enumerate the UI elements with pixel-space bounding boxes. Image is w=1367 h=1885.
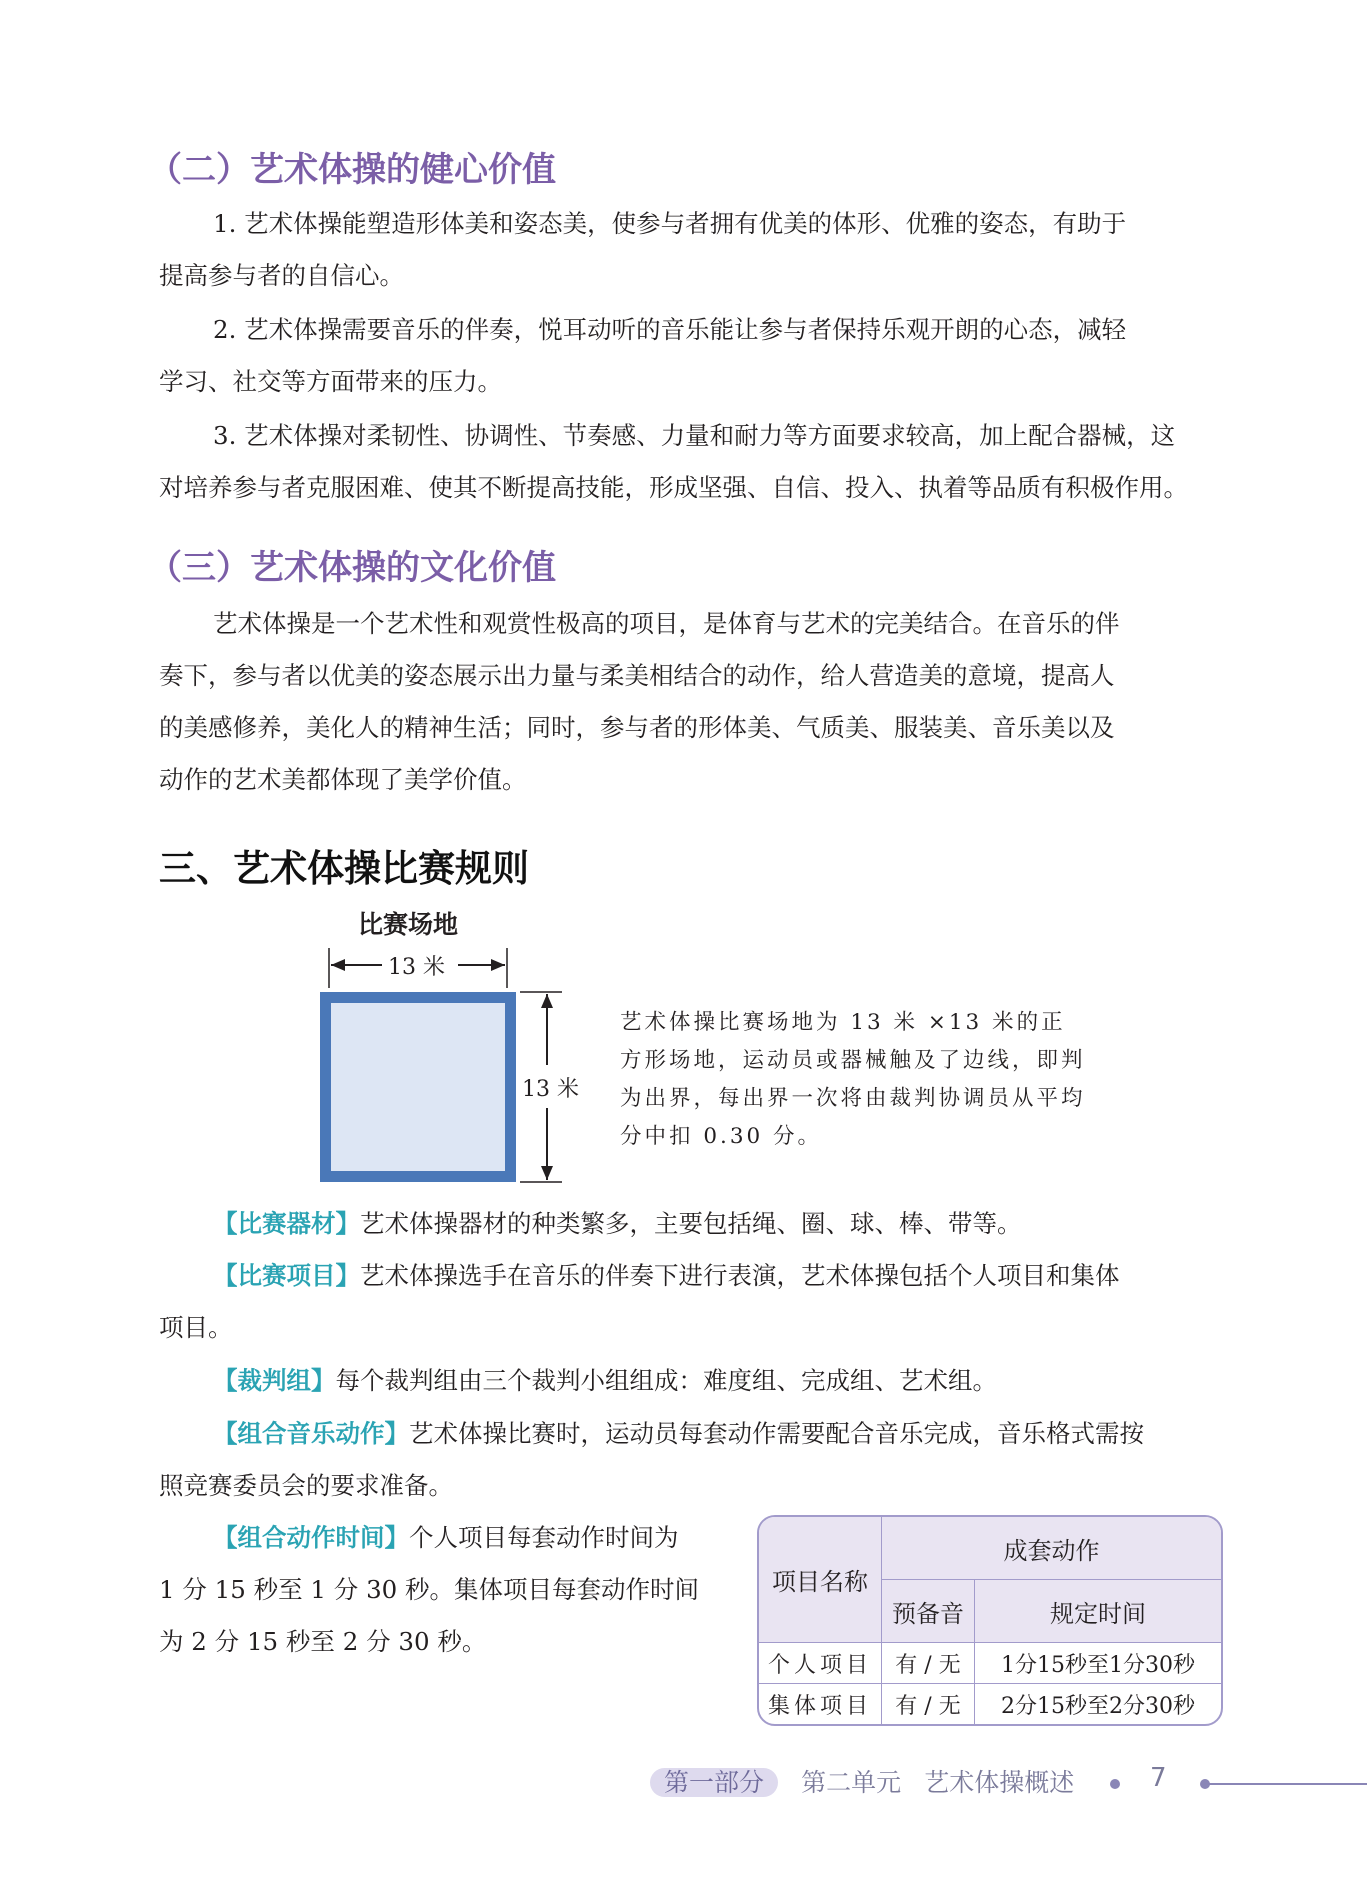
rule-key: 【比赛项目】: [213, 1261, 360, 1290]
footer-dot-icon: [1110, 1779, 1120, 1789]
court-height-label: 13 米: [522, 1077, 579, 1102]
paragraph-line: 对培养参与者克服困难、使其不断提高技能，形成坚强、自信、投入、执着等品质有积极作用。: [159, 473, 1188, 502]
duration-table: [757, 1515, 1223, 1726]
paragraph-culture: [159, 598, 1229, 806]
rule-key: 【比赛器材】: [213, 1209, 360, 1238]
page-footer: [650, 1763, 1074, 1799]
section-heading-2: （二）艺术体操的健心价值: [148, 150, 556, 190]
court-width-label: 13 米: [388, 955, 445, 980]
paragraph-line: 项目。: [159, 1313, 233, 1342]
rule-key: 【裁判组】: [213, 1366, 336, 1395]
table-row: [759, 1643, 1221, 1684]
cell-prep: 有 / 无: [882, 1684, 975, 1724]
paragraph-line: 1 分 15 秒至 1 分 30 秒。集体项目每套动作时间: [159, 1575, 700, 1604]
paragraph-line: 的美感修养，美化人的精神生活；同时，参与者的形体美、气质美、服装美、音乐美以及: [159, 713, 1115, 742]
paragraph-line: 动作的艺术美都体现了美学价值。: [159, 765, 527, 794]
section-heading-3: （三）艺术体操的文化价值: [148, 548, 556, 588]
rule-text: 个人项目每套动作时间为: [409, 1523, 679, 1552]
page-number: 7: [1150, 1763, 1167, 1793]
rule-equipment: [159, 1198, 1229, 1250]
rules-heading: 三、艺术体操比赛规则: [159, 846, 529, 890]
header-time: 规定时间: [975, 1580, 1221, 1643]
rule-text: 艺术体操器材的种类繁多，主要包括绳、圈、球、棒、带等。: [360, 1209, 1022, 1238]
cell-name: 个人项目: [759, 1643, 882, 1684]
paragraph-3: [159, 410, 1229, 514]
paragraph-line: 学习、社交等方面带来的压力。: [159, 367, 502, 396]
rule-text: 每个裁判组由三个裁判小组组成：难度组、完成组、艺术组。: [335, 1366, 997, 1395]
cell-name: 集体项目: [759, 1684, 882, 1724]
paragraph-2: [159, 304, 1229, 408]
paragraph-line: 1. 艺术体操能塑造形体美和姿态美，使参与者拥有优美的体形、优雅的姿态，有助于: [213, 209, 1127, 238]
paragraph-line: 3. 艺术体操对柔韧性、协调性、节奏感、力量和耐力等方面要求较高，加上配合器械，这: [213, 421, 1176, 450]
paragraph-line: 为 2 分 15 秒至 2 分 30 秒。: [159, 1627, 487, 1656]
table-header-row: [759, 1517, 1221, 1580]
paragraph-line: 照竞赛委员会的要求准备。: [159, 1471, 453, 1500]
footer-title: 艺术体操概述: [924, 1768, 1075, 1797]
header-routine: 成套动作: [882, 1517, 1221, 1580]
rule-duration: [159, 1512, 739, 1668]
paragraph-line: 提高参与者的自信心。: [159, 261, 404, 290]
rule-text: 艺术体操选手在音乐的伴奏下进行表演，艺术体操包括个人项目和集体: [360, 1261, 1120, 1290]
rule-text: 艺术体操比赛时，运动员每套动作需要配合音乐完成，音乐格式需按: [409, 1419, 1144, 1448]
cell-time: 1分15秒至1分30秒: [975, 1643, 1221, 1684]
footer-part-tag: 第一部分: [650, 1768, 778, 1797]
paragraph-line: 艺术体操是一个艺术性和观赏性极高的项目，是体育与艺术的完美结合。在音乐的伴: [213, 609, 1120, 638]
footer-unit: 第二单元: [801, 1768, 902, 1797]
court-diagram: [300, 940, 590, 1190]
cell-time: 2分15秒至2分30秒: [1001, 1693, 1195, 1719]
rule-key: 【组合动作时间】: [213, 1523, 409, 1552]
paragraph-line: [159, 1512, 739, 1564]
paragraph-1: [159, 198, 1229, 302]
header-prep-sound: 预备音: [882, 1580, 975, 1643]
paragraph-line: [159, 1198, 1229, 1250]
rule-music: [159, 1408, 1229, 1512]
court-title: 比赛场地: [358, 910, 459, 939]
cell-prep: 有 / 无: [882, 1643, 975, 1684]
paragraph-line: 2. 艺术体操需要音乐的伴奏，悦耳动听的音乐能让参与者保持乐观开朗的心态，减轻: [213, 315, 1127, 344]
rule-judges: [159, 1355, 1229, 1407]
paragraph-line: 奏下，参与者以优美的姿态展示出力量与柔美相结合的动作，给人营造美的意境，提高人: [159, 661, 1115, 690]
paragraph-line: [159, 1355, 1229, 1407]
court-description: 艺术体操比赛场地为 13 米 ×13 米的正方形场地，运动员或器械触及了边线，即判为出界，每出界一次将由裁判协调员从平均分中扣 0.30 分。: [620, 1010, 1086, 1149]
table-row: [759, 1684, 1221, 1724]
paragraph-line: [159, 1408, 1229, 1460]
rule-key: 【组合音乐动作】: [213, 1419, 409, 1448]
footer-rule: [1208, 1783, 1367, 1785]
rule-events: [159, 1250, 1229, 1354]
header-item-name: 项目名称: [759, 1517, 882, 1643]
paragraph-line: [159, 1250, 1229, 1302]
